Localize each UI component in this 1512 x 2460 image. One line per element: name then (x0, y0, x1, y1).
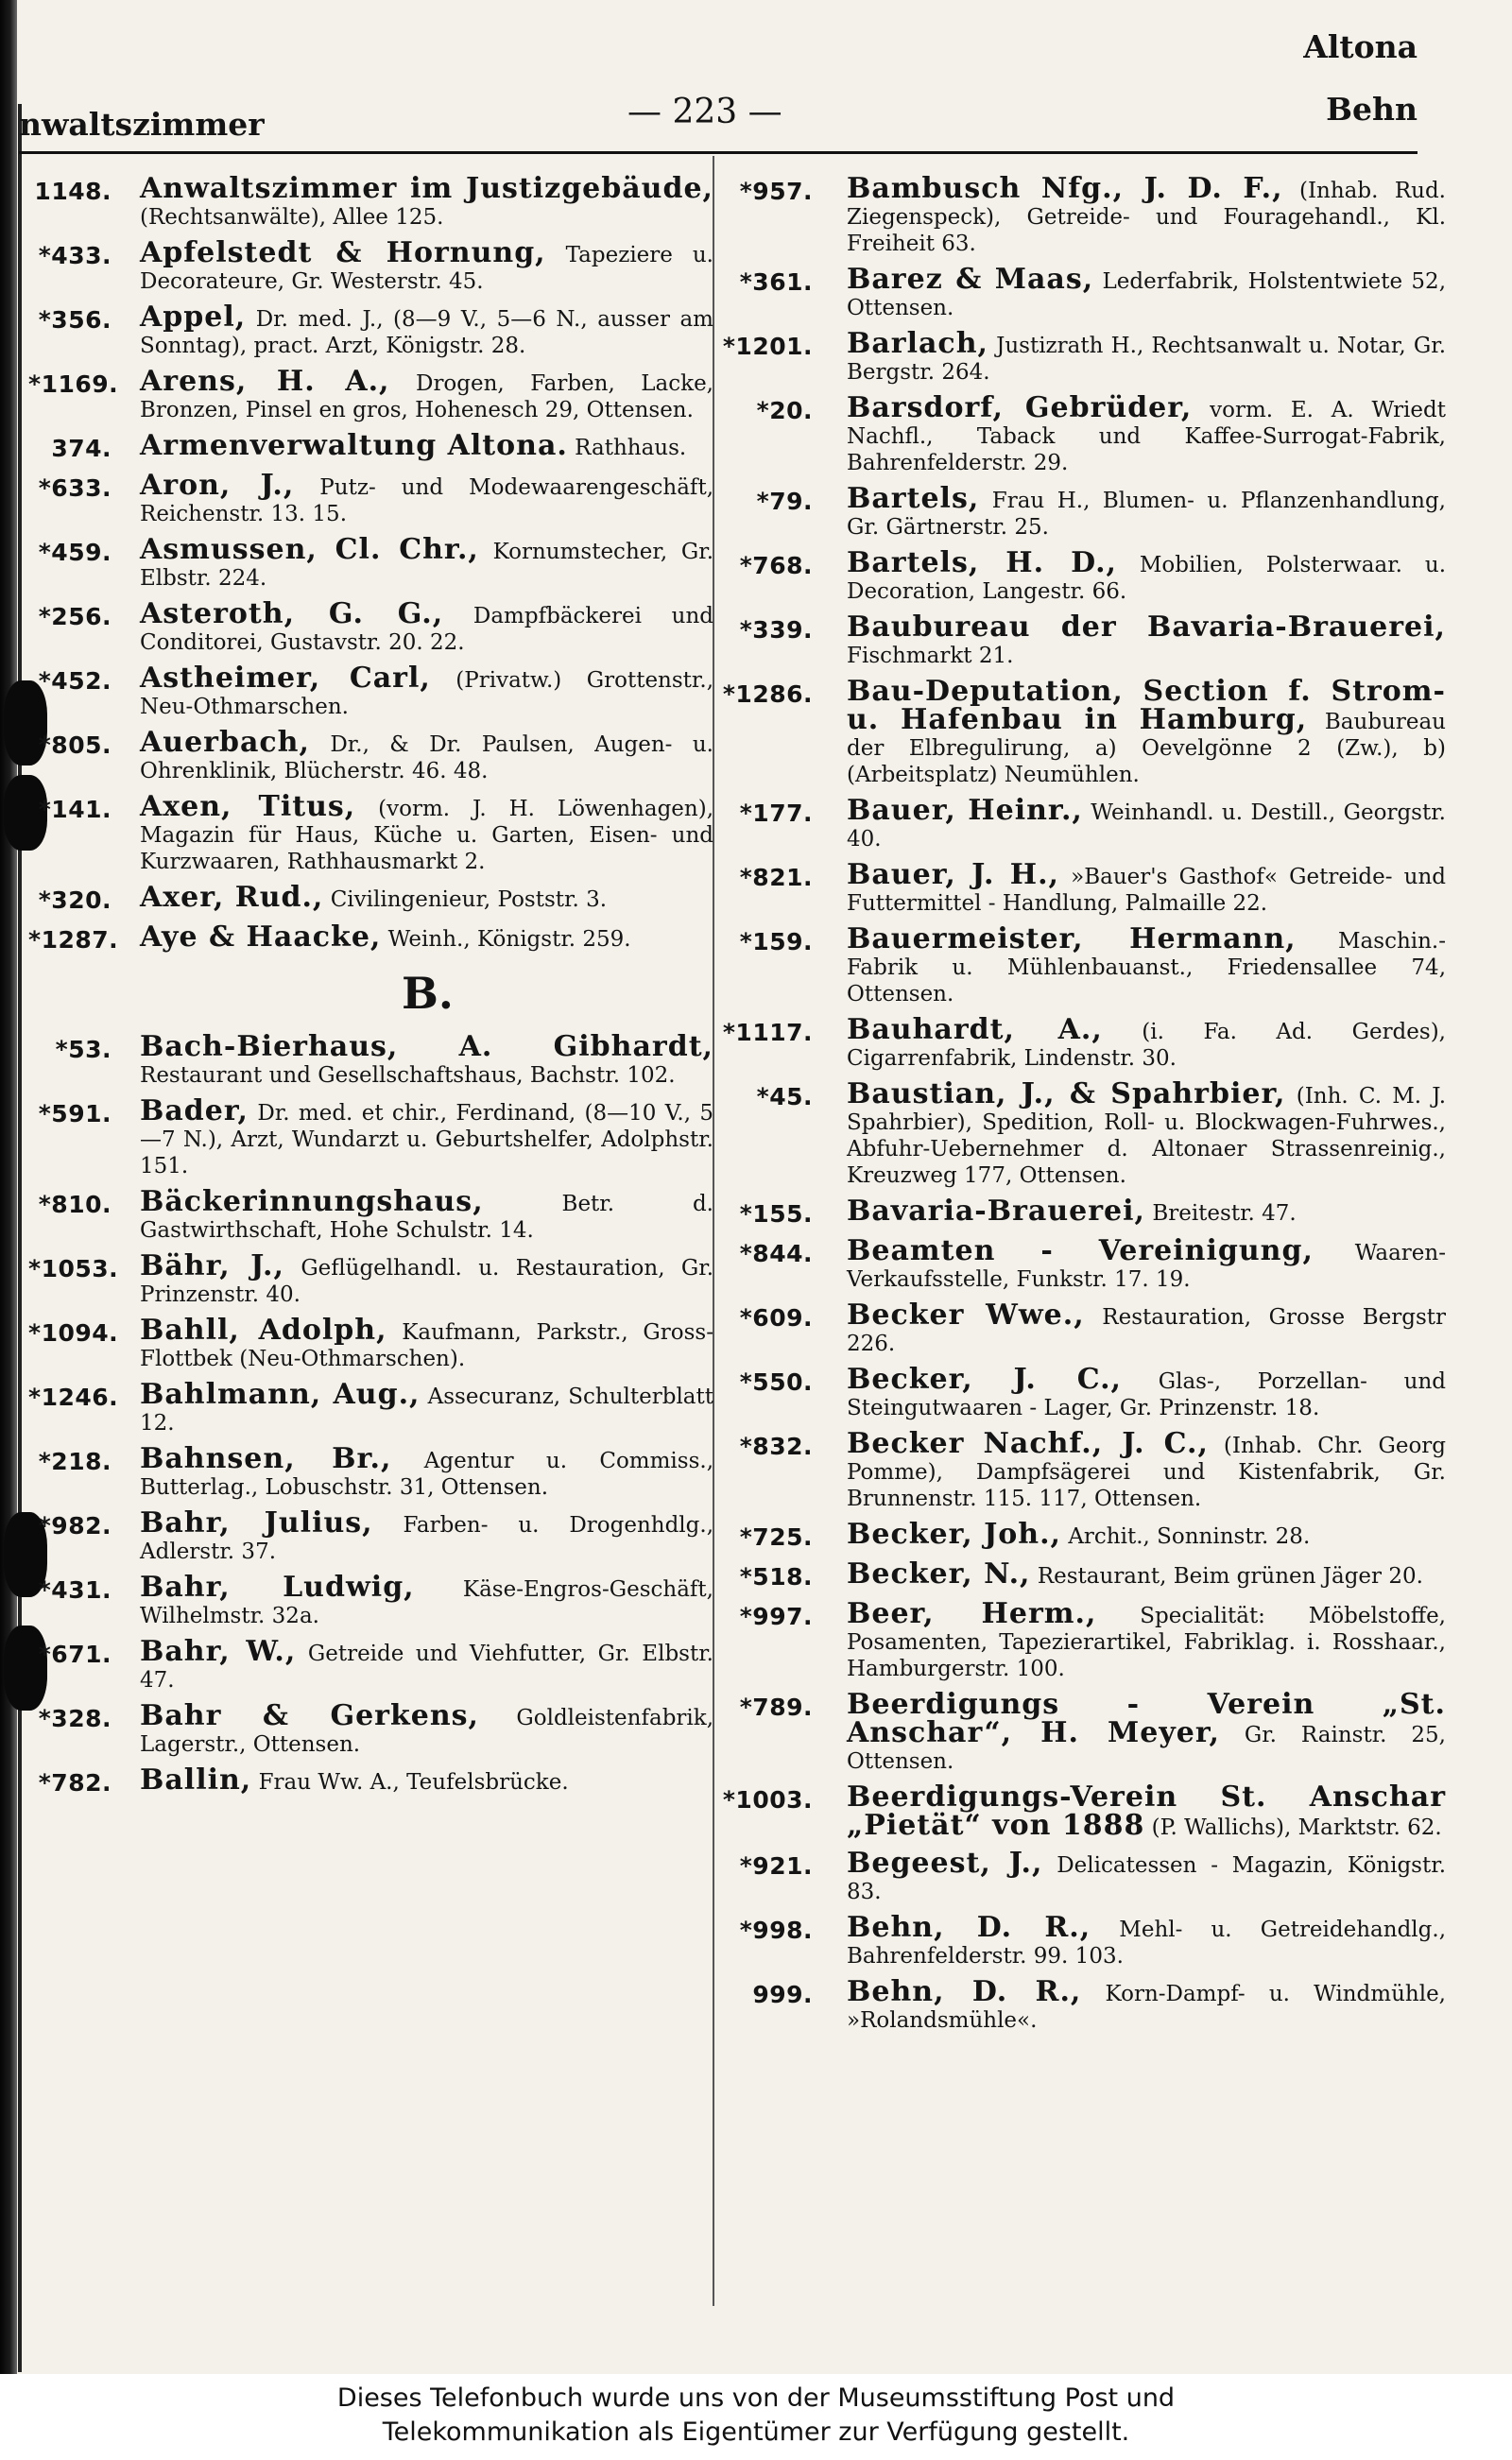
entry-body (140, 533, 713, 592)
entry-name: Bartels, H. D., (847, 546, 1117, 579)
phone-number: *518. (739, 1563, 813, 1591)
entry-details: Fischmarkt 21. (847, 644, 1014, 668)
phone-number: *921. (739, 1852, 813, 1880)
entry-details: Drogen, Farben, Lacke, Bronzen, Pinsel en gros, Hohenesch 29, Ottensen. (140, 371, 713, 422)
entry-name: Barlach, (847, 327, 988, 360)
entry-body (140, 1094, 714, 1179)
entry-details: Mehl- u. Getreidehandlg., Bahrenfelderstr. 99. 103. (847, 1918, 1446, 1969)
entry-details: Restauration, Grosse Bergstr 226. (847, 1305, 1446, 1356)
running-header-left: nwaltszimmer (19, 106, 265, 143)
phone-number: *633. (38, 474, 112, 502)
entry-details: Baubureau der Elbregulirung, a) Oevelgönne 2 (Zw.), b) (Arbeitsplatz) Neumühlen. (847, 710, 1446, 787)
directory-entry (718, 1518, 1446, 1552)
phone-number: 374. (51, 435, 112, 462)
directory-entry (718, 1363, 1447, 1421)
phone-number: *141. (38, 796, 112, 823)
entry-name: Baubureau der Bavaria-Brauerei, (847, 611, 1446, 644)
entry-name: Bahr, W., (140, 1635, 297, 1668)
entry-name: Behn, D. R., (847, 1911, 1091, 1944)
phone-number: *20. (756, 397, 813, 424)
entry-body (847, 391, 1446, 476)
footer-line-1: Dieses Telefonbuch wurde uns von der Museumsstiftung Post und (336, 2383, 1176, 2413)
entry-name: Auerbach, (140, 726, 310, 759)
entry-name: Barsdorf, Gebrüder, (847, 391, 1193, 424)
entry-name: Asteroth, G. G., (140, 597, 444, 630)
entry-name: Aron, J., (140, 469, 295, 502)
phone-number: *433. (38, 242, 112, 269)
entry-body (847, 675, 1446, 788)
entry-details: Getreide und Viehfutter, Gr. Elbstr. 47. (140, 1642, 713, 1693)
gutter-line (18, 104, 22, 2372)
entry-body (847, 1597, 1446, 1682)
phone-number: *768. (739, 552, 813, 579)
entry-body (140, 1378, 714, 1436)
phone-number: *159. (739, 928, 813, 955)
phone-number: *957. (739, 178, 813, 205)
directory-entry (718, 1780, 1446, 1842)
entry-body (847, 794, 1446, 852)
entry-body (140, 172, 713, 231)
entry-details: Assecuranz, Schulterblatt 12. (140, 1385, 714, 1436)
left-column (28, 172, 714, 1807)
directory-entry (718, 922, 1447, 1007)
phone-number: *1201. (722, 333, 813, 360)
directory-entry (28, 1249, 714, 1308)
entry-details: Rathhaus. (575, 436, 687, 460)
entry-body (140, 236, 713, 295)
directory-entry (28, 790, 714, 875)
book-spine (0, 0, 17, 2374)
directory-entry (718, 1911, 1446, 1970)
section-heading: B. (402, 968, 454, 1019)
directory-entry (718, 675, 1446, 788)
footer-notice (0, 2374, 1512, 2460)
phone-number: *725. (739, 1523, 813, 1551)
directory-entry (718, 858, 1447, 917)
phone-number: *79. (756, 488, 813, 515)
entry-body (847, 1363, 1447, 1421)
footer-line-2: Telekommunikation als Eigentümer zur Verfügung gestellt. (382, 2417, 1130, 2447)
directory-entry (28, 1442, 714, 1501)
entry-name: Apfelstedt & Hornung, (140, 236, 546, 269)
phone-number: *218. (38, 1448, 112, 1475)
entry-body (847, 1911, 1446, 1970)
entry-name: Becker, Joh., (847, 1518, 1061, 1551)
directory-entry (28, 172, 713, 231)
entry-name: Bahlmann, Aug., (140, 1378, 421, 1411)
phone-number: *356. (38, 306, 112, 334)
entry-name: Becker Wwe., (847, 1299, 1085, 1332)
entry-body (140, 881, 713, 915)
entry-list-b (28, 1030, 714, 1798)
entry-body (140, 469, 713, 527)
entry-name: Bäckerinnungshaus, (140, 1185, 484, 1218)
entry-name: Beer, Herm., (847, 1597, 1097, 1630)
entry-body (847, 1557, 1446, 1591)
entry-details: Waaren-Verkaufsstelle, Funkstr. 17. 19. (847, 1241, 1446, 1292)
phone-number: *832. (739, 1433, 813, 1460)
entry-name: Ballin, (140, 1763, 252, 1797)
entry-details: Betr. d. Gastwirthschaft, Hohe Schulstr. 14. (140, 1192, 713, 1243)
entry-body (847, 1013, 1446, 1072)
entry-body (140, 1185, 713, 1244)
entry-name: Begeest, J., (847, 1847, 1043, 1880)
directory-entry (718, 1597, 1446, 1682)
entry-name: Bauermeister, Hermann, (847, 922, 1297, 955)
entry-body (140, 1314, 713, 1372)
entry-details: »Bauer's Gasthof« Getreide- und Futtermittel - Handlung, Palmaille 22. (847, 865, 1447, 916)
directory-entry (718, 391, 1446, 476)
directory-entry (28, 365, 713, 423)
page-number: — 223 — (627, 93, 782, 131)
phone-number: *339. (739, 616, 813, 644)
directory-entry (28, 1506, 713, 1565)
directory-entry (28, 1763, 713, 1798)
entry-name: Anwaltszimmer im Justizgebäude, (140, 172, 713, 205)
phone-number: *1286. (722, 680, 813, 708)
entry-details: Mobilien, Polsterwaar. u. Decoration, Langestr. 66. (847, 553, 1447, 604)
entry-body (140, 1571, 713, 1629)
directory-entry (718, 1847, 1447, 1905)
entry-details: (Privatw.) Grottenstr., Neu-Othmarschen. (140, 668, 714, 719)
phone-number: *1246. (28, 1384, 119, 1411)
entry-body (140, 365, 713, 423)
phone-number: *1003. (722, 1786, 813, 1814)
entry-name: Becker, N., (847, 1557, 1031, 1591)
directory-entry (28, 1378, 714, 1436)
directory-entry (28, 429, 713, 463)
directory-entry (718, 1234, 1446, 1293)
directory-entry (28, 597, 713, 656)
entry-name: Bavaria-Brauerei, (847, 1195, 1145, 1228)
directory-entry (718, 794, 1446, 852)
entry-details: Dampfbäckerei und Conditorei, Gustavstr. 20. 22. (140, 604, 713, 655)
phone-number: *256. (38, 603, 112, 630)
entry-body (847, 1195, 1446, 1229)
entry-details: (Inh. C. M. J. Spahrbier), Spedition, Roll- u. Blockwagen-Fuhrwes., Abfuhr-Uebernehmer d. Altonaer Strassenreinig., Kreuzweg 177, Ottensen. (847, 1084, 1447, 1188)
entry-name: Arens, H. A., (140, 365, 390, 398)
running-header-name: Behn (1326, 91, 1418, 128)
entry-body (140, 1249, 714, 1308)
phone-number: *810. (38, 1191, 112, 1218)
phone-number: 1148. (34, 178, 112, 205)
entry-body (847, 922, 1447, 1007)
entry-name: Bahnsen, Br., (140, 1442, 392, 1475)
phone-number: *320. (38, 886, 112, 914)
phone-number: *550. (739, 1368, 813, 1396)
entry-details: Frau H., Blumen- u. Pflanzenhandlung, Gr. Gärtnerstr. 25. (847, 489, 1446, 540)
entry-name: Appel, (140, 301, 247, 334)
entry-body (140, 1763, 713, 1798)
directory-entry (28, 1571, 713, 1629)
entry-details: Goldleistenfabrik, Lagerstr., Ottensen. (140, 1706, 714, 1757)
directory-entry (718, 1427, 1447, 1512)
phone-number: *789. (739, 1694, 813, 1721)
entry-body (140, 1030, 713, 1089)
entry-name: Becker, J. C., (847, 1363, 1122, 1396)
entry-details: vorm. E. A. Wriedt Nachfl., Taback und Kaffee-Surrogat-Fabrik, Bahrenfelderstr. 29. (847, 398, 1446, 475)
entry-body (140, 790, 714, 875)
header-rule (19, 151, 1418, 154)
entry-body (140, 1699, 714, 1758)
directory-entry (718, 172, 1446, 257)
directory-entry (28, 662, 714, 720)
entry-body (140, 1635, 713, 1694)
entry-body (140, 429, 713, 463)
entry-details: Frau Ww. A., Teufelsbrücke. (258, 1770, 569, 1795)
phone-number: *431. (38, 1576, 112, 1604)
entry-name: Beerdigungs - Verein „St. Anschar“, H. Meyer, (847, 1688, 1446, 1749)
phone-number: *361. (739, 268, 813, 296)
phone-number: *177. (739, 800, 813, 827)
entry-body (140, 597, 713, 656)
entry-details: Civilingenieur, Poststr. 3. (330, 887, 608, 912)
phone-number: *1053. (28, 1255, 119, 1282)
entry-details: Geflügelhandl. u. Restauration, Gr. Prinzenstr. 40. (140, 1256, 714, 1307)
entry-details: Käse-Engros-Geschäft, Wilhelmstr. 32a. (140, 1577, 713, 1628)
entry-details: Restaurant, Beim grünen Jäger 20. (1037, 1564, 1423, 1589)
phone-number: *609. (739, 1304, 813, 1332)
phone-number: *155. (739, 1200, 813, 1228)
entry-name: Becker Nachf., J. C., (847, 1427, 1209, 1460)
entry-name: Bach-Bierhaus, A. Gibhardt, (140, 1030, 713, 1063)
phone-number: *1169. (28, 370, 119, 398)
phone-number: *805. (38, 731, 112, 759)
entry-name: Astheimer, Carl, (140, 662, 431, 695)
directory-entry (718, 546, 1447, 605)
entry-body (847, 1427, 1447, 1512)
phone-number: *53. (55, 1036, 112, 1063)
directory-entry (718, 1077, 1447, 1189)
entry-list-a (28, 172, 714, 955)
entry-body (140, 662, 714, 720)
phone-number: *821. (739, 864, 813, 891)
phone-number: *328. (38, 1705, 112, 1732)
entry-name: Beamten - Vereinigung, (847, 1234, 1314, 1267)
entry-details: Delicatessen - Magazin, Königstr. 83. (847, 1853, 1447, 1904)
directory-entry (718, 1195, 1446, 1229)
directory-entry (28, 301, 713, 359)
entry-body (847, 327, 1447, 386)
directory-entry (718, 482, 1446, 541)
entry-details: Dr. med. et chir., Ferdinand, (8—10 V., 5—7 N.), Arzt, Wundarzt u. Geburtshelfer, Adolphstr. 151. (140, 1101, 714, 1178)
entry-name: Axen, Titus, (140, 790, 356, 823)
entry-details: Agentur u. Commiss., Butterlag., Lobuschstr. 31, Ottensen. (140, 1449, 714, 1500)
directory-entry (718, 1557, 1446, 1591)
entry-name: Bader, (140, 1094, 249, 1127)
entry-body (847, 1518, 1446, 1552)
entry-name: Bahr, Julius, (140, 1506, 373, 1540)
entry-details: Breitestr. 47. (1152, 1201, 1297, 1226)
entry-details: Lederfabrik, Holstentwiete 52, Ottensen. (847, 269, 1447, 320)
entry-body (847, 1299, 1446, 1357)
entry-details: Kornumstecher, Gr. Elbstr. 224. (140, 540, 713, 591)
phone-number: *671. (38, 1641, 112, 1668)
directory-entry (28, 1094, 714, 1179)
phone-number: *452. (38, 667, 112, 695)
directory-entry (28, 1699, 714, 1758)
entry-details: Dr., & Dr. Paulsen, Augen- u. Ohrenklinik, Blücherstr. 46. 48. (140, 732, 713, 783)
directory-entry (28, 533, 713, 592)
directory-entry (28, 1314, 713, 1372)
entry-name: Bartels, (847, 482, 980, 515)
directory-entry (718, 263, 1447, 321)
phone-number: *782. (38, 1769, 112, 1797)
entry-name: Bahr & Gerkens, (140, 1699, 480, 1732)
phone-number: *997. (739, 1603, 813, 1630)
entry-body (847, 611, 1446, 669)
entry-details: Maschin.-Fabrik u. Mühlenbauanst., Friedensallee 74, Ottensen. (847, 929, 1447, 1006)
entry-details: Putz- und Modewaarengeschäft, Reichenstr. 13. 15. (140, 475, 713, 526)
phone-number: 999. (752, 1981, 813, 2008)
entry-name: Asmussen, Cl. Chr., (140, 533, 479, 566)
directory-entry (718, 327, 1447, 386)
directory-entry (28, 726, 713, 784)
entry-body (140, 1506, 713, 1565)
directory-entry (28, 1635, 713, 1694)
entry-details: (i. Fa. Ad. Gerdes), Cigarrenfabrik, Lindenstr. 30. (847, 1020, 1446, 1071)
entry-body (140, 1442, 714, 1501)
running-header-place: Altona (1303, 28, 1418, 65)
phone-number: *844. (739, 1240, 813, 1267)
entry-body (847, 172, 1446, 257)
entry-details: (Inhab. Rud. Ziegenspeck), Getreide- und Fouragehandl., Kl. Freiheit 63. (847, 179, 1446, 256)
entry-body (140, 301, 713, 359)
entry-body (847, 482, 1446, 541)
phone-number: *998. (739, 1917, 813, 1944)
phone-number: *1117. (722, 1019, 813, 1046)
entry-name: Barez & Maas, (847, 263, 1094, 296)
entry-body (847, 1234, 1446, 1293)
entry-name: Behn, D. R., (847, 1975, 1082, 2008)
entry-list-right (718, 172, 1447, 2034)
phone-number: *591. (38, 1100, 112, 1127)
entry-body (140, 920, 713, 955)
phone-number: *459. (38, 539, 112, 566)
entry-body (847, 1780, 1446, 1842)
directory-entry (28, 920, 713, 955)
entry-details: (Inhab. Chr. Georg Pomme), Dampfsägerei und Kistenfabrik, Gr. Brunnenstr. 115. 117, Ottensen. (847, 1434, 1447, 1511)
entry-details: Kaufmann, Parkstr., Gross-Flottbek (Neu-Othmarschen). (140, 1320, 713, 1371)
entry-body (140, 726, 713, 784)
directory-entry (28, 1185, 713, 1244)
entry-name: Aye & Haacke, (140, 920, 382, 954)
entry-details: Gr. Rainstr. 25, Ottensen. (847, 1723, 1446, 1774)
entry-body (847, 263, 1447, 321)
directory-entry (28, 236, 713, 295)
entry-name: Axer, Rud., (140, 881, 324, 914)
phone-number: *1287. (28, 926, 119, 954)
phone-number: *1094. (28, 1319, 119, 1347)
entry-body (847, 1077, 1447, 1189)
phone-number: *45. (756, 1083, 813, 1110)
entry-body (847, 1975, 1446, 2034)
entry-name: Bauer, J. H., (847, 858, 1059, 891)
entry-details: Dr. med. J., (8—9 V., 5—6 N., ausser am Sonntag), pract. Arzt, Königstr. 28. (140, 307, 713, 358)
entry-body (847, 1688, 1446, 1775)
entry-details: Glas-, Porzellan- und Steingutwaaren - Lager, Gr. Prinzenstr. 18. (847, 1369, 1447, 1420)
entry-details: Archit., Sonninstr. 28. (1068, 1524, 1311, 1549)
entry-details: Weinh., Königstr. 259. (387, 927, 631, 952)
entry-details: Tapeziere u. Decorateure, Gr. Westerstr. 45. (140, 243, 713, 294)
directory-entry (28, 881, 713, 915)
entry-body (847, 546, 1447, 605)
directory-entry (28, 469, 713, 527)
entry-body (847, 858, 1447, 917)
entry-name: Bauhardt, A., (847, 1013, 1103, 1046)
directory-entry (718, 1013, 1446, 1072)
entry-body (847, 1847, 1447, 1905)
directory-entry (28, 1030, 713, 1089)
entry-details: (Rechtsanwälte), Allee 125. (140, 205, 444, 230)
entry-name: Bahr, Ludwig, (140, 1571, 415, 1604)
directory-entry (718, 1975, 1446, 2034)
right-column (718, 172, 1447, 2043)
entry-name: Baustian, J., & Spahrbier, (847, 1077, 1286, 1110)
entry-name: Beerdigungs-Verein St. Anschar „Pietät“ von 1888 (847, 1780, 1446, 1842)
entry-details: Korn-Dampf- u. Windmühle, »Rolandsmühle«. (847, 1982, 1446, 2033)
entry-details: (vorm. J. H. Löwenhagen), Magazin für Haus, Küche u. Garten, Eisen- und Kurzwaaren, Rathhausmarkt 2. (140, 797, 714, 874)
entry-name: Armenverwaltung Altona. (140, 429, 568, 462)
entry-name: Bambusch Nfg., J. D. F., (847, 172, 1283, 205)
phone-number: *982. (38, 1512, 112, 1540)
entry-details: (P. Wallichs), Marktstr. 62. (1151, 1815, 1442, 1840)
entry-details: Justizrath H., Rechtsanwalt u. Notar, Gr. Bergstr. 264. (847, 334, 1447, 385)
entry-details: Specialität: Möbelstoffe, Posamenten, Tapezierartikel, Fabriklag. i. Rosshaar., Hamburgerstr. 100. (847, 1604, 1446, 1681)
directory-entry (718, 611, 1446, 669)
entry-details: Farben- u. Drogenhdlg., Adlerstr. 37. (140, 1513, 713, 1564)
directory-entry (718, 1688, 1446, 1775)
directory-entry (718, 1299, 1446, 1357)
entry-details: Restaurant und Gesellschaftshaus, Bachstr. 102. (140, 1063, 676, 1088)
entry-name: Bahll, Adolph, (140, 1314, 387, 1347)
entry-name: Bauer, Heinr., (847, 794, 1083, 827)
entry-name: Bähr, J., (140, 1249, 284, 1282)
entry-details: Weinhandl. u. Destill., Georgstr. 40. (847, 800, 1446, 852)
entry-name: Bau-Deputation, Section f. Strom- u. Hafenbau in Hamburg, (847, 675, 1446, 736)
